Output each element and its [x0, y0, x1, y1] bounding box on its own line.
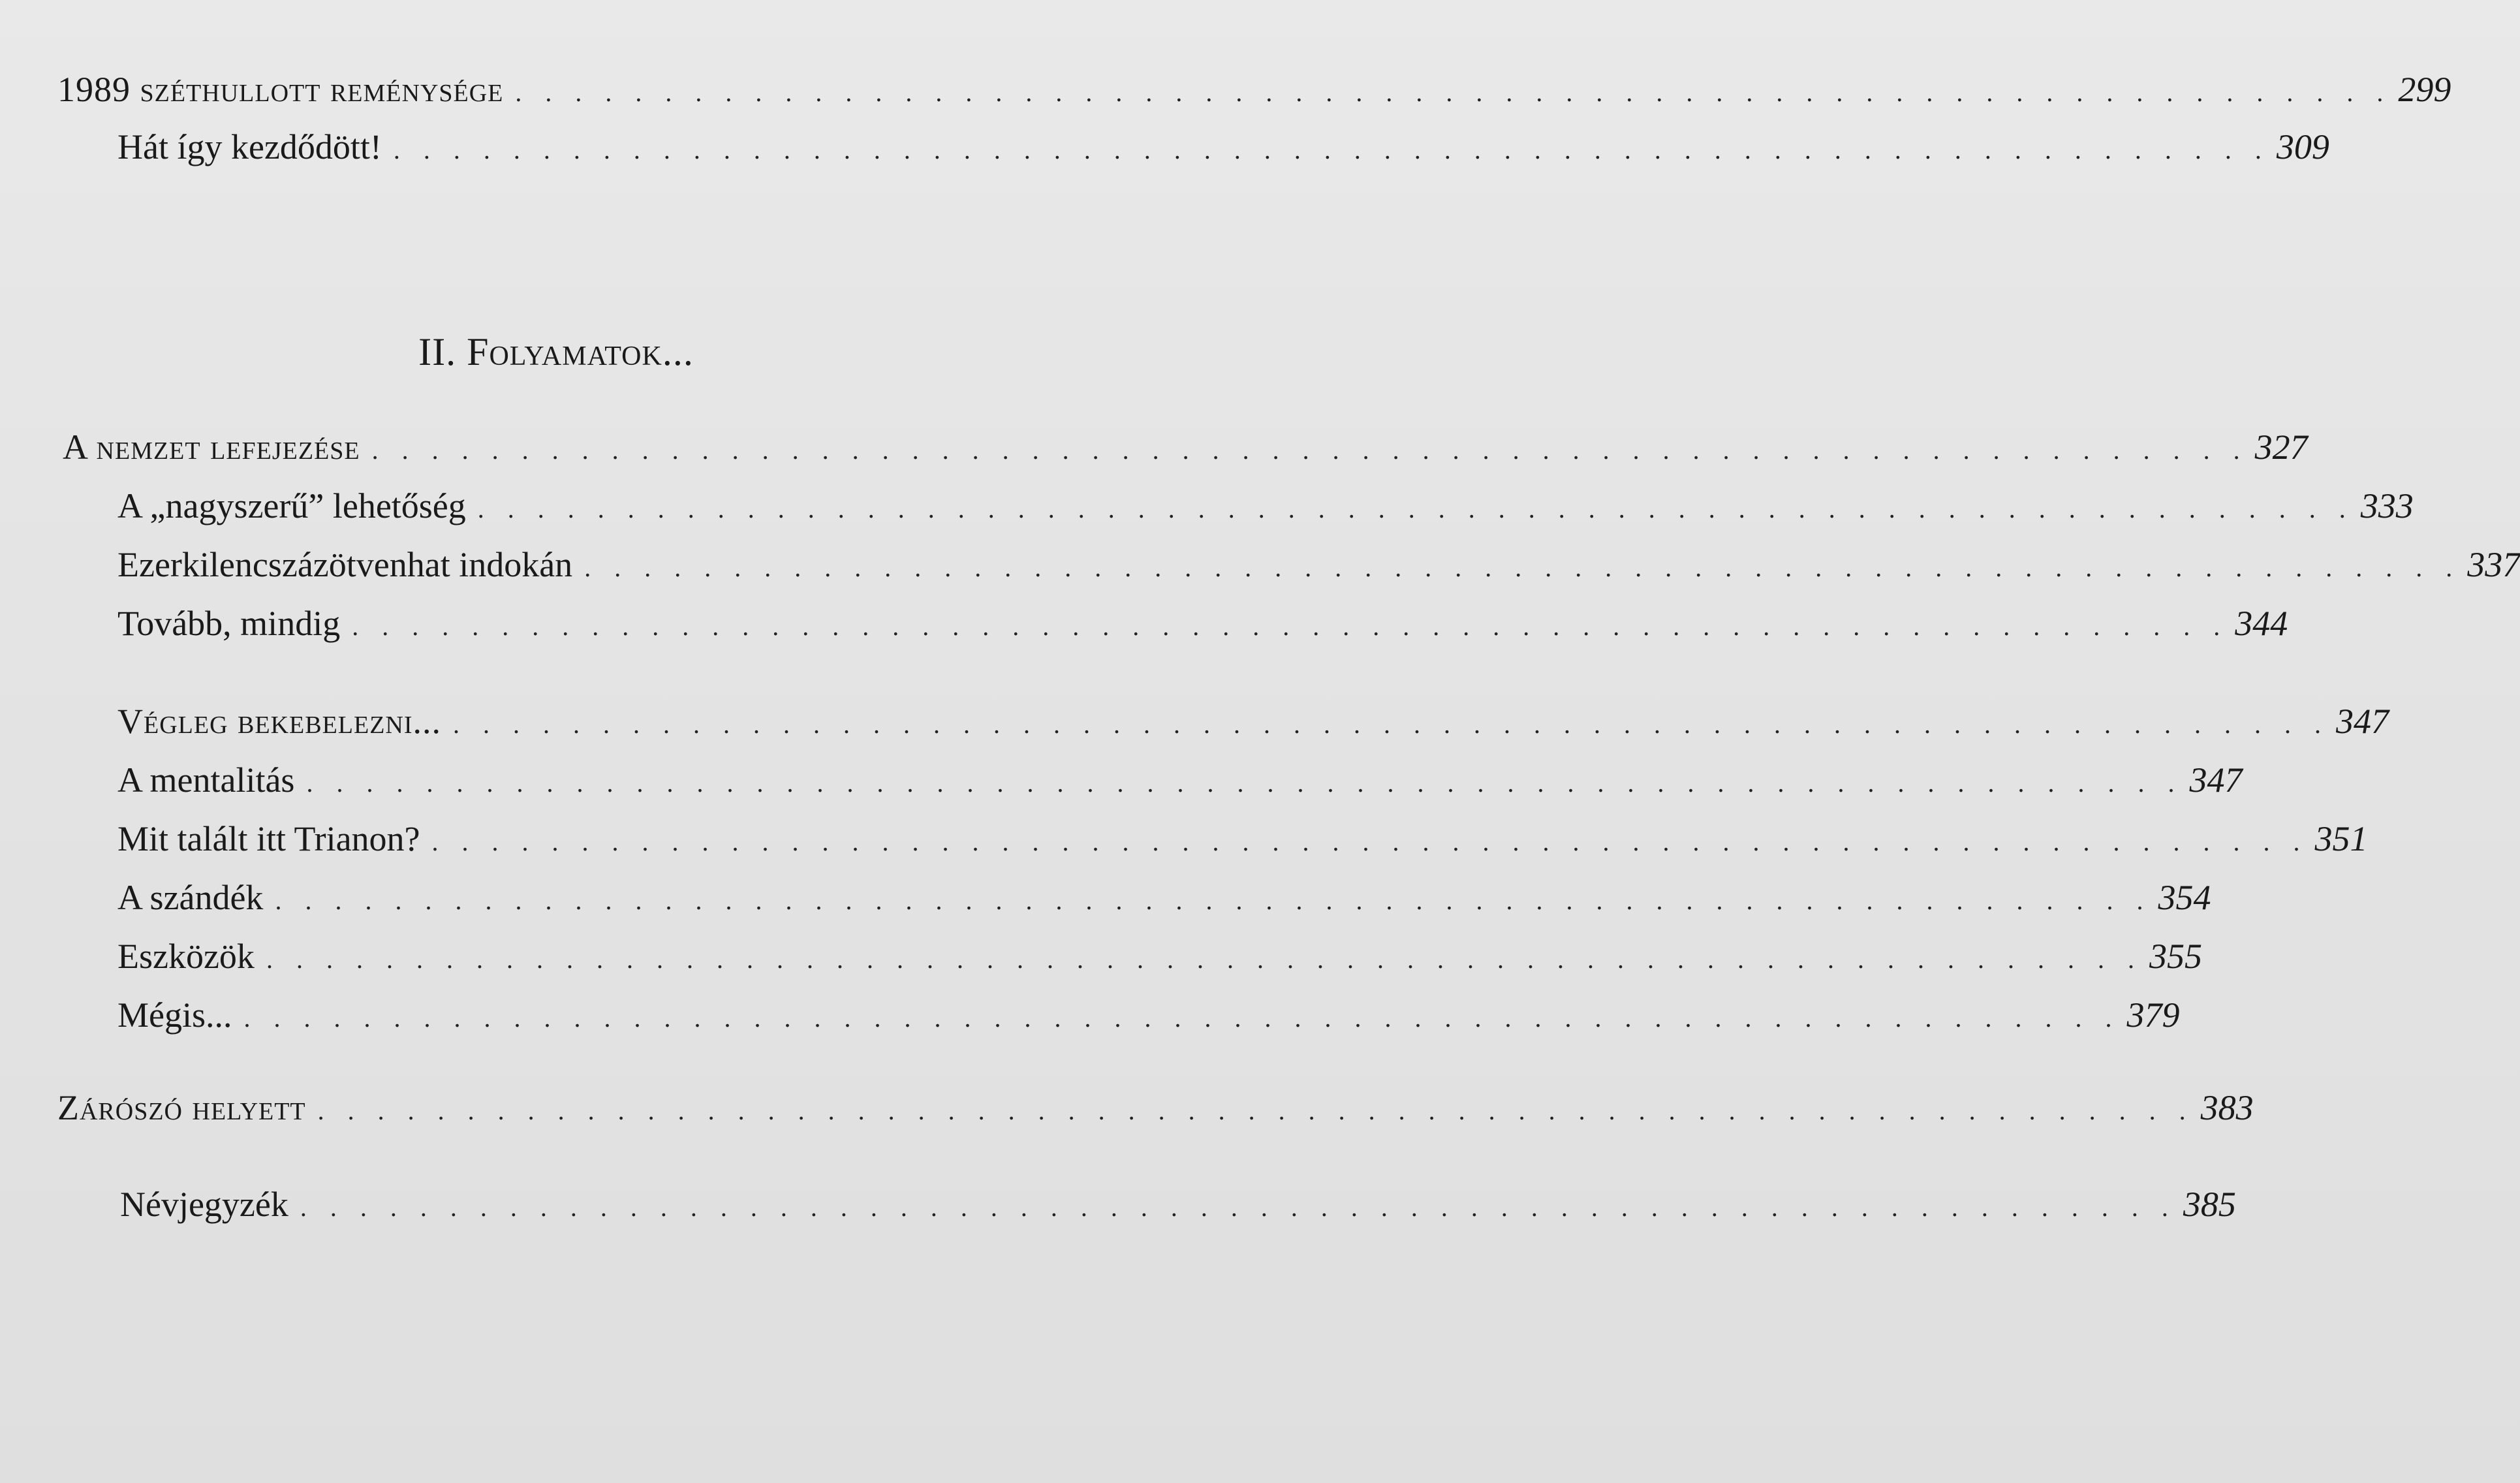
- dot-leader: . . . . . . . . . . . . . . . . . . . . . . . . . . . . . . . . . . . . . . . . . . . . . . . . . . . . . . . . . . . . . . .: [477, 494, 2354, 523]
- toc-entry-title: Zárószó helyett: [57, 1088, 306, 1127]
- dot-leader: . . . . . . . . . . . . . . . . . . . . . . . . . . . . . . . . . . . . . . . . . . . . . . . . . . . . . . . . . . . . . . .: [275, 886, 2152, 915]
- toc-entry-page: 347: [2189, 760, 2243, 800]
- toc-entry: [117, 878, 2211, 917]
- toc-entry-page: 299: [2398, 70, 2451, 109]
- toc-entry-title: Mit talált itt Trianon?: [117, 819, 420, 858]
- toc-entry: [117, 995, 2180, 1035]
- toc-entry-page: 355: [2149, 937, 2202, 976]
- dot-leader: . . . . . . . . . . . . . . . . . . . . . . . . . . . . . . . . . . . . . . . . . . . . . . . . . . . . . . . . . . . . . . .: [306, 768, 2183, 798]
- toc-entry-title: Mégis...: [117, 995, 232, 1035]
- toc-entry-title: A nemzet lefejezése: [63, 428, 360, 467]
- dot-leader: . . . . . . . . . . . . . . . . . . . . . . . . . . . . . . . . . . . . . . . . . . . . . . . . . . . . . . . . . . . . . . .: [352, 612, 2229, 641]
- dot-leader: . . . . . . . . . . . . . . . . . . . . . . . . . . . . . . . . . . . . . . . . . . . . . . . . . . . . . . . . . . . . . . .: [515, 78, 2392, 107]
- toc-entry-title: Eszközök: [117, 937, 255, 976]
- toc-entry-page: 351: [2314, 819, 2368, 858]
- dot-leader: . . . . . . . . . . . . . . . . . . . . . . . . . . . . . . . . . . . . . . . . . . . . . . . . . . . . . . . . . . . . . . .: [453, 710, 2330, 739]
- dot-leader: . . . . . . . . . . . . . . . . . . . . . . . . . . . . . . . . . . . . . . . . . . . . . . . . . . . . . . . . . . . . . . .: [266, 944, 2143, 974]
- toc-entry: [117, 937, 2202, 976]
- toc-entry-title: A szándék: [117, 878, 264, 917]
- toc-entry-title: Ezerkilencszázötvenhat indokán: [117, 545, 573, 584]
- dot-leader: . . . . . . . . . . . . . . . . . . . . . . . . . . . . . . . . . . . . . . . . . . . . . . . . . . . . . . . . . . . . . . .: [584, 553, 2461, 582]
- toc-entry: [117, 486, 2414, 525]
- toc-entry-title: A „nagyszerű” lehetőség: [117, 486, 466, 525]
- toc-entry-title: Hát így kezdődött!: [117, 127, 382, 166]
- toc-entry: [117, 127, 2329, 166]
- toc-entry-title: Végleg bekebelezni...: [117, 702, 442, 741]
- toc-entry-page: 347: [2336, 702, 2389, 741]
- dot-leader: . . . . . . . . . . . . . . . . . . . . . . . . . . . . . . . . . . . . . . . . . . . . . . . . . . . . . . . . . . . . . . .: [393, 135, 2270, 164]
- toc-entry-title: 1989 széthullott reménysége: [57, 70, 504, 109]
- toc-entry-page: 383: [2200, 1088, 2254, 1127]
- dot-leader: . . . . . . . . . . . . . . . . . . . . . . . . . . . . . . . . . . . . . . . . . . . . . . . . . . . . . . . . . . . . . . .: [371, 435, 2248, 465]
- toc-entry: [117, 545, 2520, 584]
- dot-leader: . . . . . . . . . . . . . . . . . . . . . . . . . . . . . . . . . . . . . . . . . . . . . . . . . . . . . . . . . . . . . . .: [243, 1003, 2121, 1033]
- toc-entry: [120, 1185, 2236, 1224]
- toc-entry-title: Névjegyzék: [120, 1185, 288, 1224]
- dot-leader: . . . . . . . . . . . . . . . . . . . . . . . . . . . . . . . . . . . . . . . . . . . . . . . . . . . . . . . . . . . . . . .: [431, 827, 2309, 856]
- toc-entry-title: A mentalitás: [117, 760, 295, 800]
- part-heading: II. Folyamatok...: [418, 330, 694, 373]
- toc-entry-page: 354: [2158, 878, 2211, 917]
- toc-entry: [117, 819, 2368, 858]
- dot-leader: . . . . . . . . . . . . . . . . . . . . . . . . . . . . . . . . . . . . . . . . . . . . . . . . . . . . . . . . . . . . . . .: [300, 1193, 2177, 1222]
- toc-entry-page: 327: [2254, 428, 2308, 467]
- toc-entry-page: 385: [2183, 1185, 2236, 1224]
- toc-entry-page: 309: [2276, 127, 2329, 166]
- toc-entry: [57, 70, 2451, 109]
- toc-entry: [117, 702, 2389, 741]
- toc-entry: [57, 1088, 2254, 1127]
- toc-entry-page: 333: [2360, 486, 2414, 525]
- toc-entry: [63, 428, 2308, 467]
- toc-entry-page: 379: [2126, 995, 2180, 1035]
- toc-entry-title: Tovább, mindig: [117, 604, 341, 643]
- toc-entry: [117, 760, 2243, 800]
- dot-leader: . . . . . . . . . . . . . . . . . . . . . . . . . . . . . . . . . . . . . . . . . . . . . . . . . . . . . . . . . . . . . . .: [317, 1096, 2194, 1125]
- toc-entry: [117, 604, 2288, 643]
- toc-entry-page: 344: [2235, 604, 2288, 643]
- toc-entry-page: 337: [2467, 545, 2520, 584]
